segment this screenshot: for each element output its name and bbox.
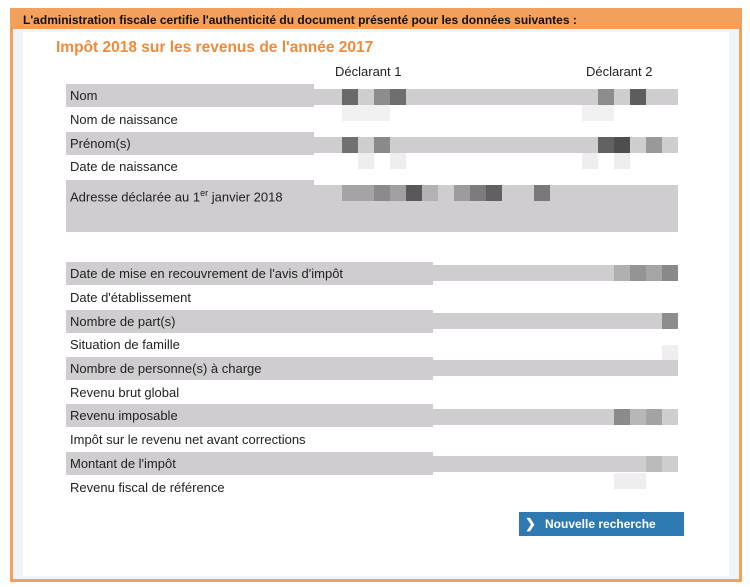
redacted-block <box>646 456 662 472</box>
redacted-block <box>630 89 646 105</box>
redacted-block <box>614 409 630 425</box>
redacted-block <box>614 137 630 153</box>
row-label-personnes-charge: Nombre de personne(s) à charge <box>66 357 433 380</box>
redacted-block <box>614 153 630 169</box>
redacted-block <box>374 137 390 153</box>
adresse-label-suffix: janvier 2018 <box>208 189 283 205</box>
adresse-label-sup: er <box>200 188 209 198</box>
adresse-label-prefix: Adresse déclarée au 1 <box>70 189 201 205</box>
redacted-block <box>374 185 390 201</box>
row-label-revenu-imposable: Revenu imposable <box>66 404 433 427</box>
redacted-block <box>390 153 406 169</box>
redacted-block <box>662 265 678 281</box>
column-header-declarant-2: Déclarant 2 <box>586 64 653 79</box>
row-label-date-etablissement: Date d'établissement <box>70 290 191 305</box>
redacted-block <box>470 185 486 201</box>
redacted-block <box>582 105 614 121</box>
new-search-button[interactable] <box>519 512 684 536</box>
row-label-date-naissance: Date de naissance <box>70 159 178 174</box>
row-label-montant-impot: Montant de l'impôt <box>66 452 433 475</box>
row-label-impot-net: Impôt sur le revenu net avant corrections <box>70 432 306 447</box>
redacted-block <box>598 137 614 153</box>
redacted-block <box>486 185 502 201</box>
redacted-block <box>598 89 614 105</box>
row-label-nom-naissance: Nom de naissance <box>70 112 178 127</box>
column-header-declarant-1: Déclarant 1 <box>335 64 402 79</box>
chevron-right-icon: ❯ <box>525 516 536 531</box>
value-nombre-parts <box>433 313 678 329</box>
redacted-block <box>454 185 470 201</box>
certification-header: L'administration fiscale certifie l'authenticité du document présenté pour les données suivantes : <box>13 11 739 29</box>
redacted-block <box>342 185 374 201</box>
redacted-block <box>614 265 630 281</box>
redacted-block <box>390 89 406 105</box>
row-label-date-recouvrement: Date de mise en recouvrement de l'avis d'impôt <box>66 262 433 285</box>
value-personnes-charge <box>433 360 678 376</box>
value-nom <box>314 89 678 105</box>
value-montant-impot <box>433 456 678 472</box>
redacted-block <box>646 137 662 153</box>
redacted-block <box>406 185 422 201</box>
row-label-situation-famille: Situation de famille <box>70 337 180 352</box>
new-search-label: Nouvelle recherche <box>545 517 656 531</box>
row-label-revenu-brut: Revenu brut global <box>70 385 180 400</box>
row-label-nombre-parts: Nombre de part(s) <box>66 310 433 333</box>
redacted-block <box>582 153 598 169</box>
redacted-block <box>390 185 406 201</box>
redacted-block <box>630 265 646 281</box>
redacted-block <box>646 409 662 425</box>
redacted-block <box>662 345 678 361</box>
redacted-block <box>342 137 358 153</box>
redacted-block <box>630 409 646 425</box>
redacted-block <box>342 105 390 121</box>
row-label-nom: Nom <box>66 84 314 107</box>
redacted-block <box>342 89 358 105</box>
document-title: Impôt 2018 sur les revenus de l'année 2017 <box>56 39 374 56</box>
redacted-block <box>614 473 646 489</box>
row-label-revenu-fiscal: Revenu fiscal de référence <box>70 480 225 495</box>
redacted-block <box>374 89 390 105</box>
redacted-block <box>358 153 374 169</box>
redacted-block <box>646 265 662 281</box>
row-label-adresse <box>66 180 314 232</box>
row-label-prenom: Prénom(s) <box>66 132 314 155</box>
redacted-block <box>422 185 438 201</box>
redacted-block <box>662 313 678 329</box>
redacted-block <box>534 185 550 201</box>
